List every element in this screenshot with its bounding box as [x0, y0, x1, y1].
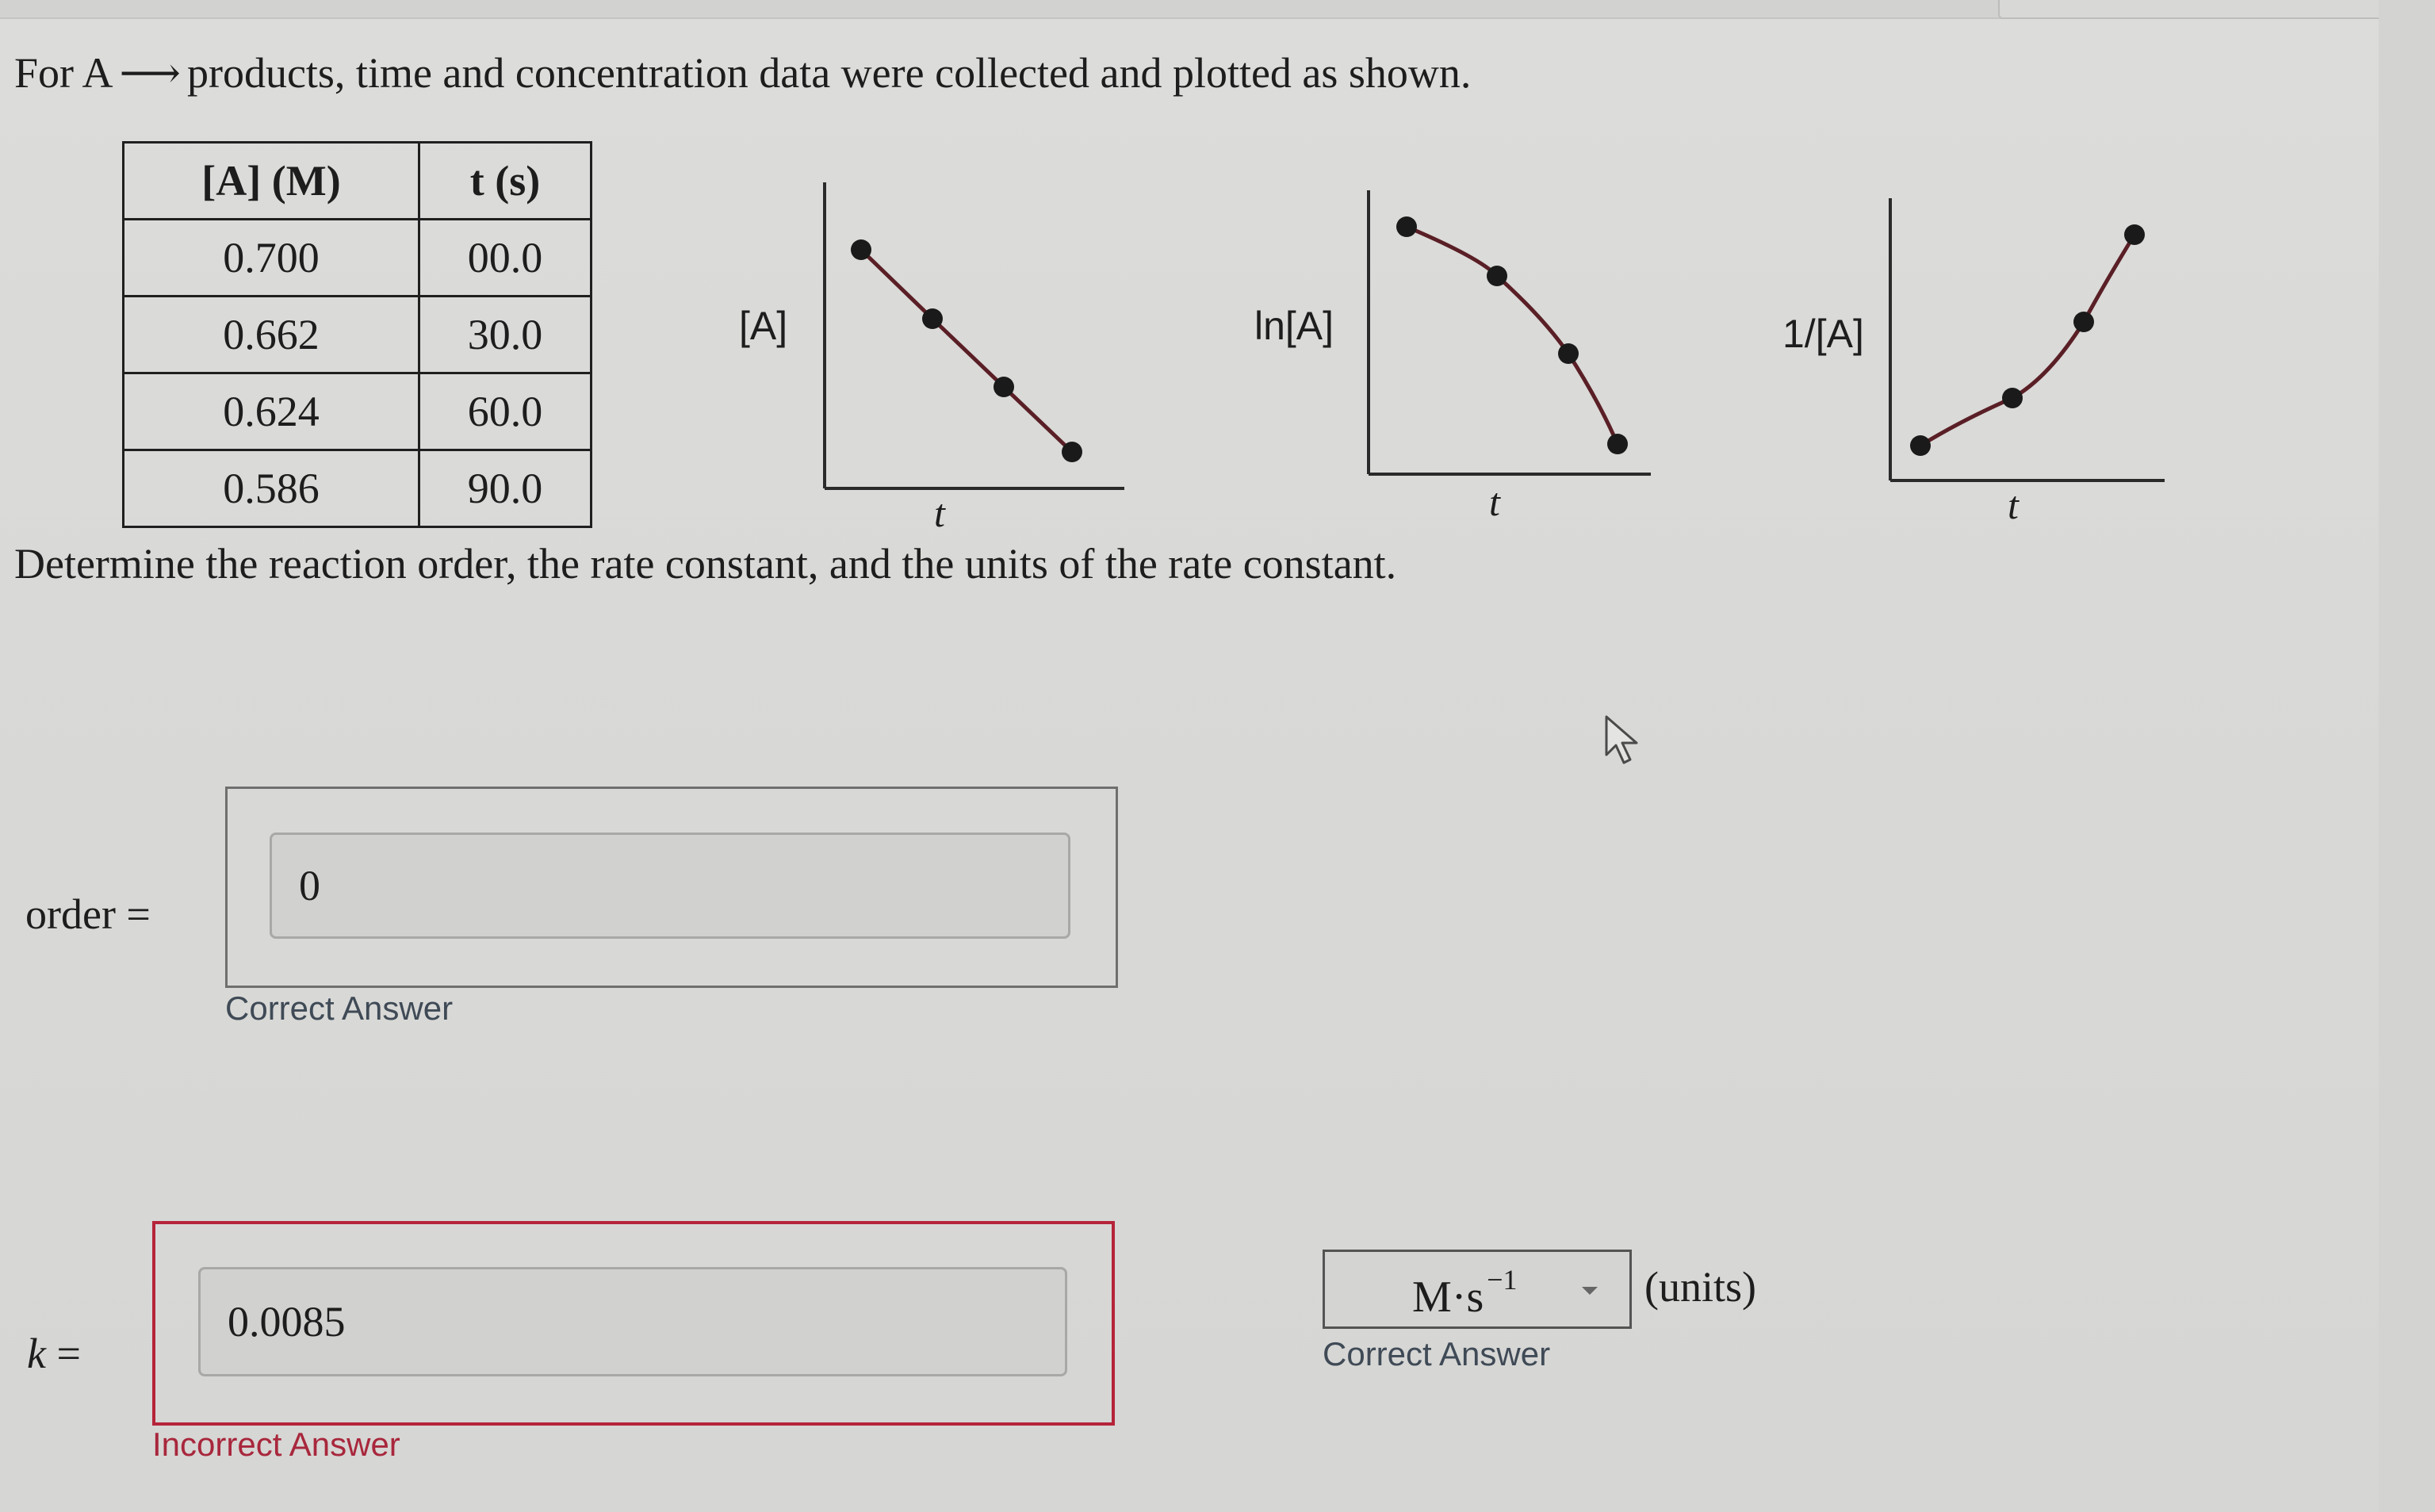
prompt-text: Determine the reaction order, the rate constant, and the units of the rate constant. — [14, 540, 1397, 588]
order-input[interactable]: 0 — [270, 833, 1070, 939]
table-row — [124, 220, 592, 297]
plot-inverse-xlabel: t — [2008, 483, 2019, 527]
order-status: Correct Answer — [225, 989, 454, 1027]
data-point — [1558, 343, 1579, 364]
question-prefix: For A — [14, 49, 113, 97]
plot-curve — [1920, 235, 2134, 446]
cell-concentration: 0.586 — [124, 450, 419, 527]
units-status: Correct Answer — [1323, 1335, 1551, 1372]
mouse-cursor-icon — [1603, 714, 1643, 766]
plot-concentration-vs-time — [817, 174, 1134, 500]
plot-line — [861, 250, 1072, 452]
k-status: Incorrect Answer — [152, 1426, 400, 1463]
plot-lna-xlabel: t — [1489, 480, 1500, 524]
k-symbol: k — [27, 1330, 46, 1377]
question-text — [14, 48, 1471, 98]
k-label — [27, 1329, 81, 1378]
question-suffix: products, time and concentration data were collected and plotted as shown. — [186, 49, 1472, 97]
units-label: (units) — [1644, 1263, 1756, 1311]
data-point — [2073, 312, 2094, 332]
data-point — [2002, 388, 2023, 408]
data-point — [922, 308, 943, 329]
data-point — [851, 239, 871, 260]
cell-time: 60.0 — [419, 373, 592, 450]
units-dropdown[interactable] — [1323, 1250, 1632, 1329]
plot-ln-concentration-vs-time — [1361, 182, 1654, 484]
chevron-down-icon[interactable] — [1582, 1287, 1598, 1295]
k-input[interactable]: 0.0085 — [198, 1267, 1067, 1376]
plot-curve — [1407, 227, 1618, 444]
table-header-row — [124, 143, 592, 220]
header-time: t (s) — [419, 143, 592, 220]
cell-concentration: 0.700 — [124, 220, 419, 297]
top-right-box — [1998, 0, 2388, 19]
data-point — [1487, 266, 1507, 286]
header-concentration: [A] (M) — [124, 143, 419, 220]
data-point — [1396, 216, 1417, 237]
data-table — [122, 141, 592, 528]
units-selected-value — [1412, 1263, 1518, 1323]
plot-lna-ylabel: ln[A] — [1254, 304, 1334, 348]
data-point — [1910, 435, 1931, 456]
data-point — [994, 377, 1014, 397]
plot-inverse-concentration-vs-time — [1882, 190, 2176, 492]
units-exponent: −1 — [1487, 1264, 1518, 1296]
plot-a-ylabel: [A] — [739, 304, 788, 348]
order-label: order = — [25, 890, 151, 938]
data-point — [2124, 224, 2145, 245]
data-point — [1607, 434, 1628, 454]
right-edge — [2379, 0, 2435, 1512]
table-row — [124, 450, 592, 527]
units-base: M·s — [1412, 1273, 1484, 1322]
cell-time: 30.0 — [419, 297, 592, 373]
plot-a-xlabel: t — [934, 491, 945, 535]
cell-time: 00.0 — [419, 220, 592, 297]
cell-concentration: 0.624 — [124, 373, 419, 450]
k-equals: = — [56, 1330, 81, 1377]
cell-concentration: 0.662 — [124, 297, 419, 373]
table-row — [124, 297, 592, 373]
cell-time: 90.0 — [419, 450, 592, 527]
plot-inverse-ylabel: 1/[A] — [1782, 312, 1864, 356]
table-row — [124, 373, 592, 450]
data-point — [1062, 442, 1082, 462]
reaction-arrow: ⟶ — [119, 49, 181, 97]
